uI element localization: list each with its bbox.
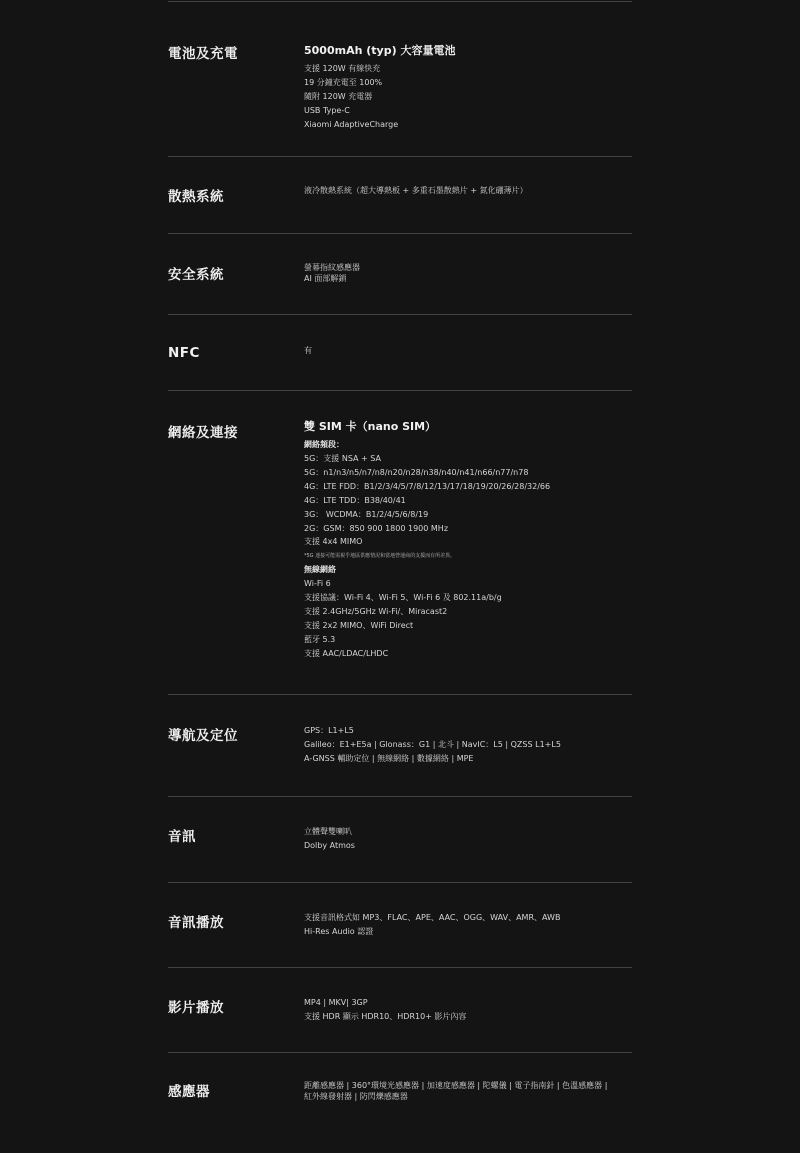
wireless-line: Wi-Fi 6: [304, 579, 331, 589]
spec-table: [168, 0, 632, 1153]
spec-label-security: 安全系統: [168, 267, 224, 283]
spec-body-security: [304, 262, 632, 284]
spec-body-audio-playback: [304, 911, 632, 939]
spec-label-nfc: NFC: [168, 345, 200, 361]
spec-row-video-playback: [168, 968, 632, 1053]
spec-label-audio-playback: 音訊播放: [168, 915, 224, 931]
spec-body-video-playback: [304, 996, 632, 1024]
spec-label-cooling: 散熱系統: [168, 189, 224, 205]
band-line: 2G：GSM：850 900 1800 1900 MHz: [304, 523, 449, 533]
battery-line: 支援 120W 有線快充: [304, 64, 381, 73]
wireless-line: 支援 2.4GHz/5GHz Wi-Fi/、Miracast2: [304, 607, 448, 617]
navigation-line: Galileo：E1+E5a | Glonass：G1 | 北斗 | NavIC：L5 | QZSS L1+L5: [304, 739, 561, 749]
battery-line: USB Type-C: [304, 105, 350, 115]
spec-row-cooling: [168, 157, 632, 234]
battery-line: Xiaomi AdaptiveCharge: [304, 119, 399, 129]
bands-title: 網絡頻段：: [304, 440, 344, 449]
audio-line: Dolby Atmos: [304, 840, 355, 850]
spec-body-audio: [304, 825, 632, 853]
network-note: *5G 連接可能需視乎地區供應情況和當地營運商的支援而有所差異。: [304, 553, 456, 560]
band-line: 5G：支援 NSA + SA: [304, 454, 382, 463]
spec-row-security: [168, 234, 632, 315]
sensors-line: 紅外線發射器 | 防閃爍感應器: [304, 1092, 408, 1101]
sensors-line: 距離感應器 | 360°環境光感應器 | 加速度感應器 | 陀螺儀 | 電子指南針 | 色溫感應器 |: [304, 1081, 608, 1090]
spec-row-network: [168, 391, 632, 695]
spec-label-battery: 電池及充電: [168, 46, 238, 62]
spec-body-nfc: [304, 344, 632, 358]
spec-row-navigation: [168, 695, 632, 797]
band-line: 3G： WCDMA：B1/2/4/5/6/8/19: [304, 509, 429, 519]
security-line: AI 面部解鎖: [304, 274, 347, 283]
spec-row-sensors: [168, 1053, 632, 1153]
band-line: 支援 4x4 MIMO: [304, 537, 363, 547]
battery-line: 19 分鐘充電至 100%: [304, 77, 383, 87]
spec-label-sensors: 感應器: [168, 1084, 210, 1100]
spec-label-network: 網絡及連接: [168, 425, 238, 441]
spec-body-battery: [304, 43, 632, 132]
band-line: 4G：LTE TDD：B38/40/41: [304, 495, 406, 505]
spec-label-video-playback: 影片播放: [168, 1000, 224, 1016]
spec-label-navigation: 導航及定位: [168, 728, 238, 744]
video-playback-line: 支援 HDR 顯示 HDR10、HDR10+ 影片內容: [304, 1011, 467, 1021]
spec-row-audio-playback: [168, 883, 632, 968]
security-line: 螢幕指紋感應器: [304, 263, 360, 272]
nfc-line: 有: [304, 346, 312, 355]
band-line: 5G：n1/n3/n5/n7/n8/n20/n28/n38/n40/n41/n66/n77/n78: [304, 467, 529, 477]
spec-body-sensors: [304, 1080, 632, 1102]
cooling-line: 液冷散熱系統（超大導熱板 + 多重石墨散熱片 + 氮化硼薄片）: [304, 186, 528, 195]
navigation-line: A-GNSS 輔助定位 | 無線網絡 | 數據網絡 | MPE: [304, 753, 474, 763]
audio-playback-line: 支援音訊格式如 MP3、FLAC、APE、AAC、OGG、WAV、AMR、AWB: [304, 913, 561, 922]
navigation-line: GPS：L1+L5: [304, 726, 354, 735]
video-playback-line: MP4 | MKV| 3GP: [304, 998, 368, 1007]
spec-label-audio: 音訊: [168, 829, 196, 845]
wireless-title: 無線網絡: [304, 565, 336, 575]
wireless-line: 支援 AAC/LDAC/LHDC: [304, 648, 389, 658]
battery-headline: 5000mAh (typ) 大容量電池: [304, 44, 456, 57]
audio-line: 立體聲雙喇叭: [304, 827, 352, 836]
battery-line: 隨附 120W 充電器: [304, 91, 373, 101]
band-line: 4G：LTE FDD：B1/2/3/4/5/7/8/12/13/17/18/19/20/26/28/32/66: [304, 481, 551, 491]
spec-body-network: [304, 419, 632, 661]
spec-row-audio: [168, 797, 632, 883]
audio-playback-line: Hi-Res Audio 認證: [304, 926, 374, 936]
wireless-line: 支援 2x2 MIMO、WiFi Direct: [304, 621, 414, 631]
spec-body-navigation: [304, 724, 632, 766]
wireless-line: 藍牙 5.3: [304, 634, 336, 644]
spec-body-cooling: [304, 184, 632, 198]
spec-row-battery: [168, 2, 632, 157]
network-headline: 雙 SIM 卡（nano SIM）: [304, 420, 437, 433]
wireless-line: 支援協議：Wi-Fi 4、Wi-Fi 5、Wi-Fi 6 及 802.11a/b/g: [304, 593, 502, 603]
spec-row-nfc: [168, 315, 632, 391]
